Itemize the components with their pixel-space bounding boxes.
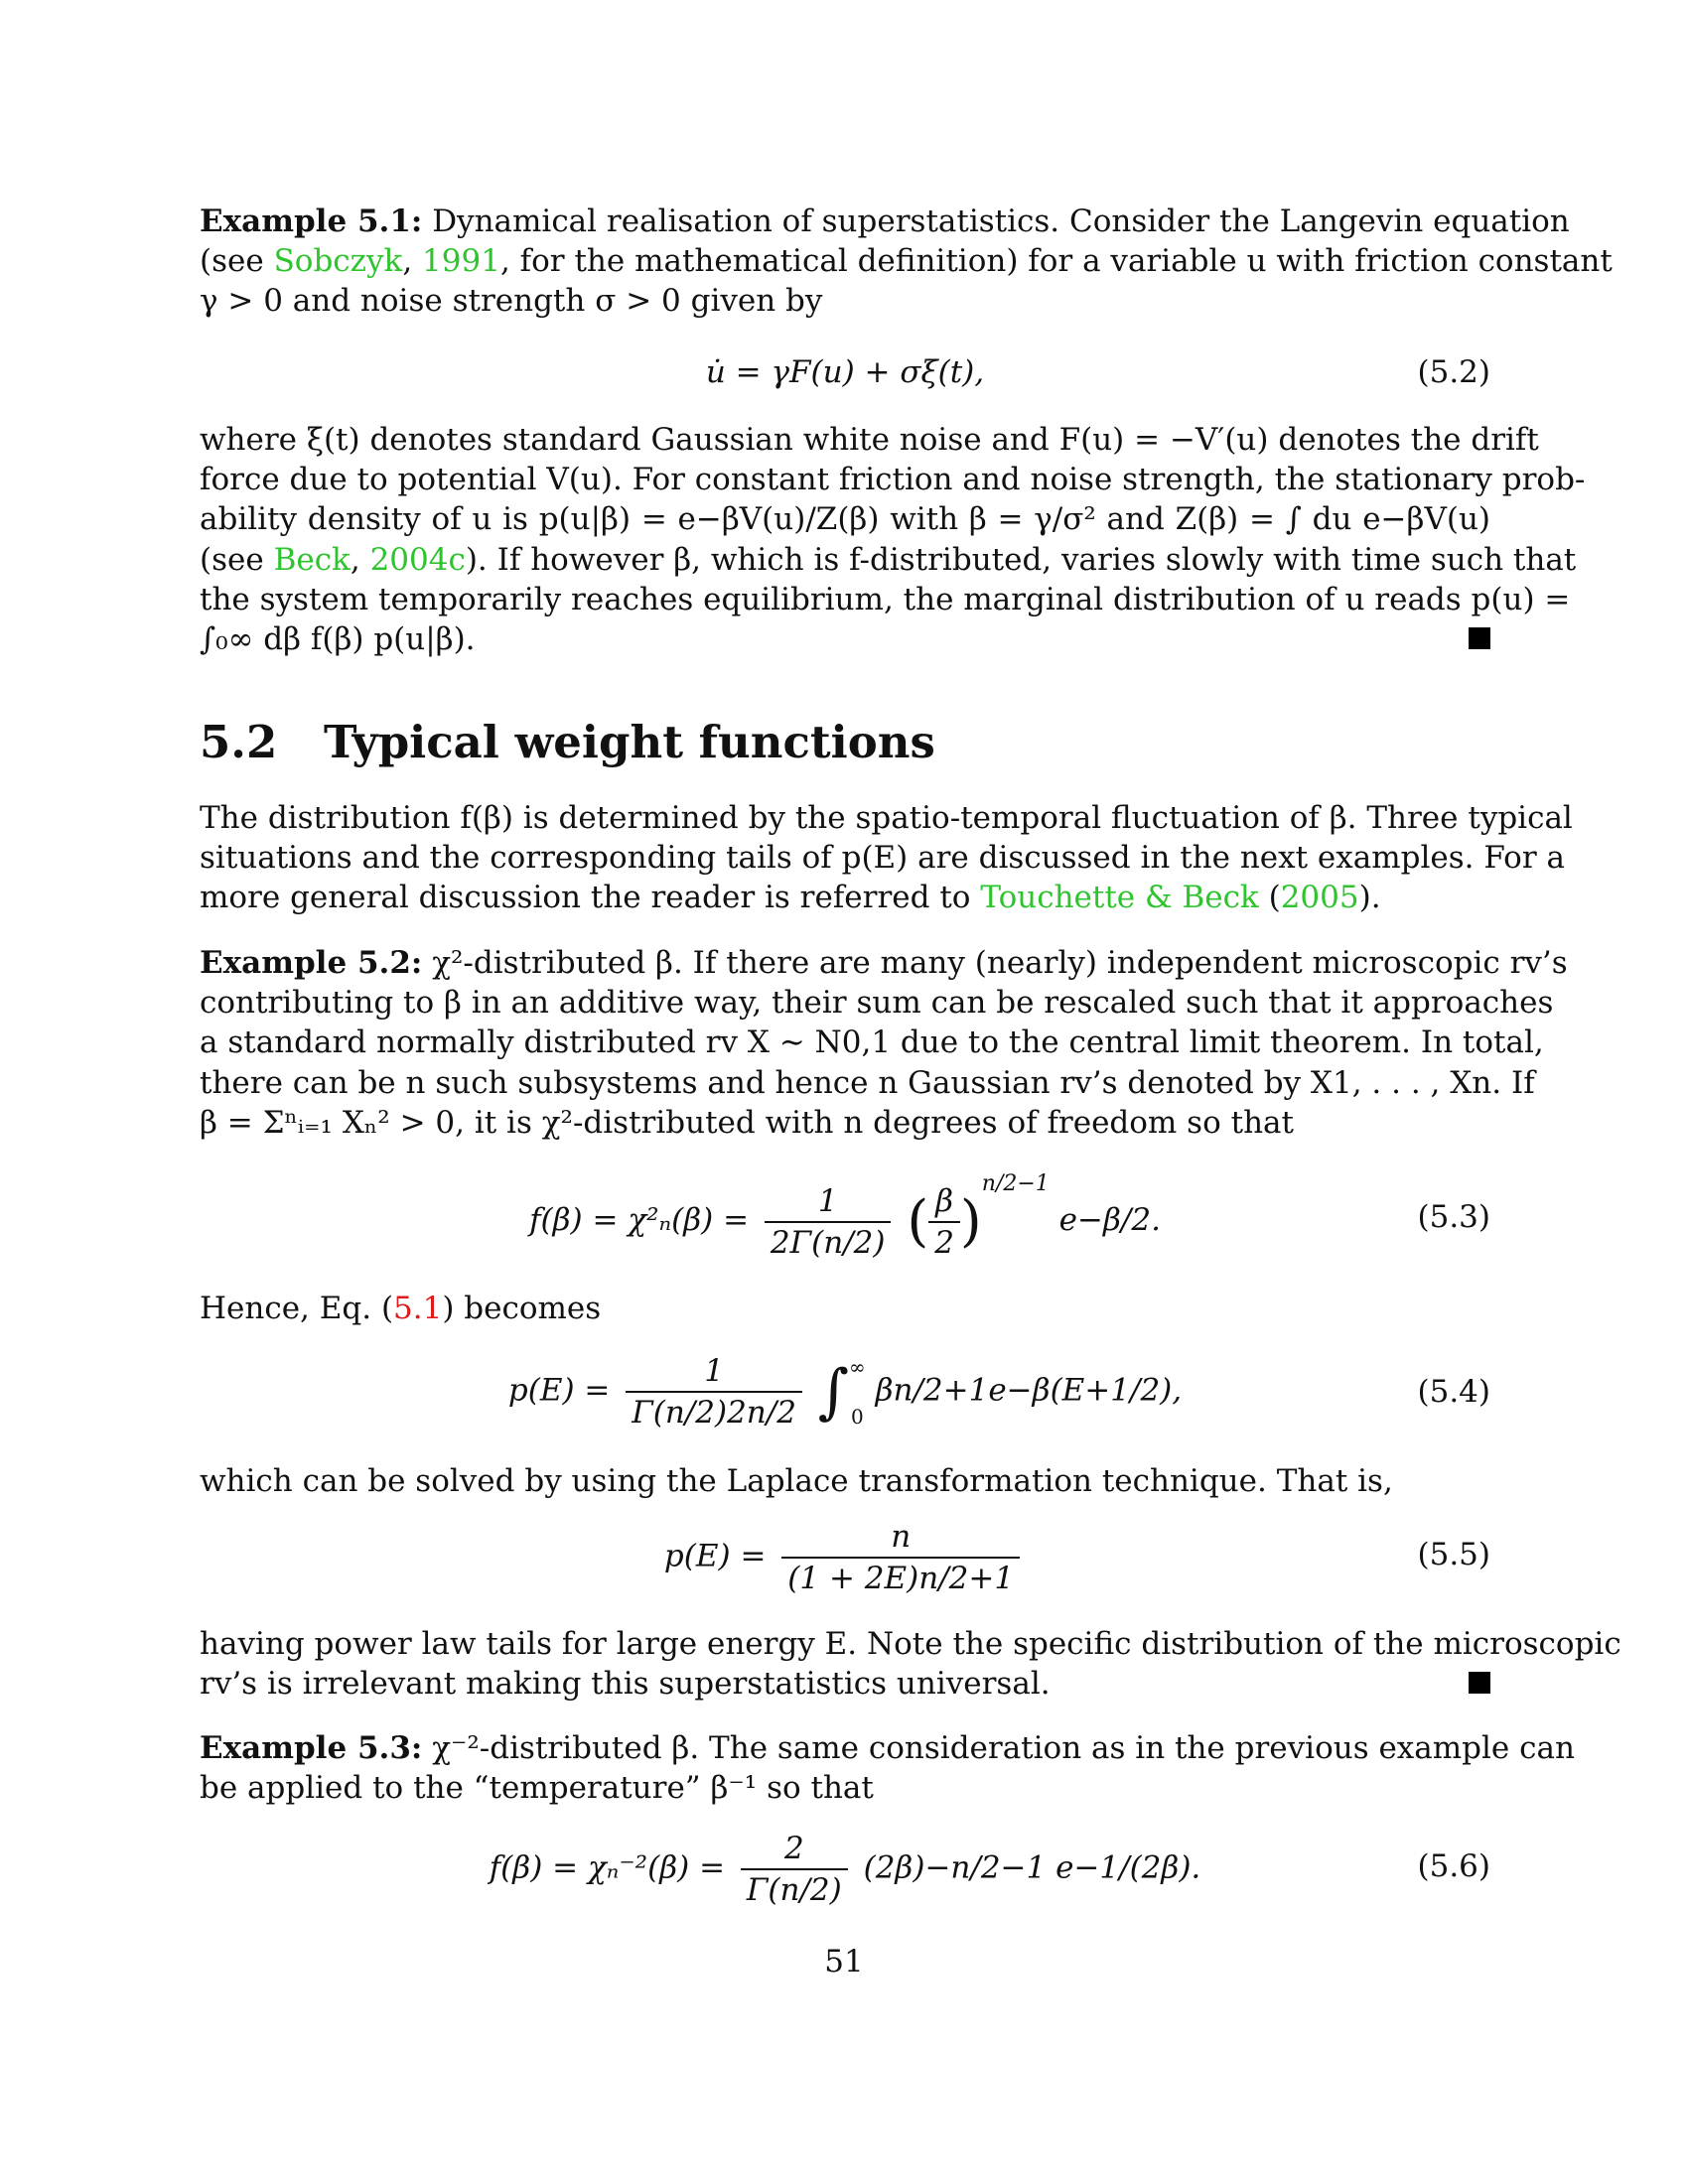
- equation-5-4-number: (5.4): [1417, 1374, 1490, 1410]
- ex51-after-4: (see Beck, 2004c). If however β, which is f-distributed, varies slowly with time such that: [200, 542, 1577, 578]
- section-number: 5.2: [200, 716, 278, 768]
- ex51-after-5: the system temporarily reaches equilibrium, the marginal distribution of u reads p(u) =: [200, 582, 1571, 617]
- ex52-tail-1: having power law tails for large energy E. Note the specific distribution of the microscopic: [200, 1626, 1621, 1662]
- ex53-line-1: Example 5.3: χ⁻²-distributed β. The same consideration as in the previous example can: [200, 1730, 1575, 1766]
- citation-touchette-year[interactable]: 2005: [1280, 880, 1359, 915]
- ex52-line-2: contributing to β in an additive way, their sum can be rescaled such that it approaches: [200, 985, 1554, 1021]
- equation-5-2-body: u̇ = γF(u) + σξ(t),: [705, 354, 985, 390]
- equation-5-5: [200, 1517, 1490, 1616]
- citation-sobczyk-author[interactable]: Sobczyk: [273, 243, 403, 279]
- ex52-line-5: β = Σⁿᵢ₌₁ Xₙ² > 0, it is χ²-distributed with n degrees of freedom so that: [200, 1105, 1294, 1141]
- page-number: 51: [824, 1944, 864, 1979]
- equation-5-3-body: f(β) = χ²ₙ(β) = $\frac{1}{2\Gamma(n/2)}$ ( $\frac{\beta}{2}$ )$^{n/2-1}$ e−β/2.: [529, 1171, 1161, 1261]
- ex51-label: Example 5.1:: [200, 204, 423, 239]
- which-line: which can be solved by using the Laplace transformation technique. That is,: [200, 1463, 1393, 1499]
- citation-sobczyk-year[interactable]: 1991: [422, 243, 500, 279]
- ex53-label: Example 5.3:: [200, 1730, 423, 1766]
- ex51-line-2: (see Sobczyk, 1991, for the mathematical definition) for a variable u with friction constant: [200, 243, 1613, 279]
- section-heading: [200, 713, 935, 772]
- ex51-line-3: γ > 0 and noise strength σ > 0 given by: [200, 283, 823, 319]
- qed-square-icon: [1469, 1672, 1490, 1694]
- integral-icon: ∫: [817, 1357, 850, 1427]
- ex52-label: Example 5.2:: [200, 945, 423, 981]
- equation-5-4: [200, 1342, 1490, 1451]
- intro-line-2: situations and the corresponding tails of p(E) are discussed in the next examples. For a: [200, 840, 1565, 876]
- ex51-after-1: where ξ(t) denotes standard Gaussian white noise and F(u) = −V′(u) denotes the drift: [200, 422, 1539, 458]
- intro-line-3: more general discussion the reader is referred to Touchette & Beck (2005).: [200, 880, 1381, 915]
- ex51-line-1: Example 5.1: Dynamical realisation of superstatistics. Consider the Langevin equation: [200, 204, 1570, 239]
- section-title: Typical weight functions: [324, 716, 935, 768]
- equation-5-2-number: (5.2): [1417, 354, 1490, 390]
- ex51-after-3: ability density of u is p(u|β) = e−βV(u)/Z(β) with β = γ/σ² and Z(β) = ∫ du e−βV(u): [200, 501, 1490, 537]
- hence-line: Hence, Eq. (5.1) becomes: [200, 1291, 602, 1326]
- intro-line-1: The distribution f(β) is determined by the spatio-temporal fluctuation of β. Three typical: [200, 800, 1573, 836]
- ex53-line-2: be applied to the “temperature” β⁻¹ so that: [200, 1770, 874, 1806]
- citation-touchette-author[interactable]: Touchette & Beck: [980, 880, 1259, 915]
- equation-5-6-number: (5.6): [1417, 1848, 1490, 1884]
- citation-beck-author[interactable]: Beck: [273, 542, 351, 578]
- ex52-line-4: there can be n such subsystems and hence n Gaussian rv’s denoted by X1, . . . , Xn. If: [200, 1065, 1535, 1101]
- ex51-after-6: ∫₀∞ dβ f(β) p(u|β).: [200, 616, 1490, 662]
- ex52-line-3: a standard normally distributed rv X ∼ N0,1 due to the central limit theorem. In total,: [200, 1024, 1544, 1060]
- citation-beck-year[interactable]: 2004c: [369, 542, 466, 578]
- ex52-tail-2: rv’s is irrelevant making this superstatistics universal.: [200, 1661, 1490, 1706]
- equation-5-4-body: p(E) = $\frac{1}{\Gamma(n/2)2n/2}$ ∫ ∞ 0 βn/2+1e−β(E+1/2),: [507, 1353, 1183, 1431]
- equation-5-5-number: (5.5): [1417, 1537, 1490, 1572]
- ex51-after-2: force due to potential V(u). For constant friction and noise strength, the stationary prob-: [200, 462, 1586, 497]
- equation-5-5-body: p(E) = $\frac{n}{(1 + 2E)n/2+1}$: [200, 1517, 1490, 1598]
- qed-square-icon: [1469, 627, 1490, 649]
- equation-5-3-number: (5.3): [1417, 1199, 1490, 1235]
- equation-5-6: [200, 1829, 1490, 1928]
- ex52-line-1: Example 5.2: χ²-distributed β. If there are many (nearly) independent microscopic rv’s: [200, 945, 1568, 981]
- equation-ref-5-1[interactable]: 5.1: [393, 1291, 443, 1326]
- equation-5-3: [200, 1171, 1490, 1271]
- equation-5-6-body: f(β) = χₙ⁻²(β) = $\frac{2}{\Gamma(n/2)}$ (2β)−n/2−1 e−1/(2β).: [489, 1831, 1201, 1908]
